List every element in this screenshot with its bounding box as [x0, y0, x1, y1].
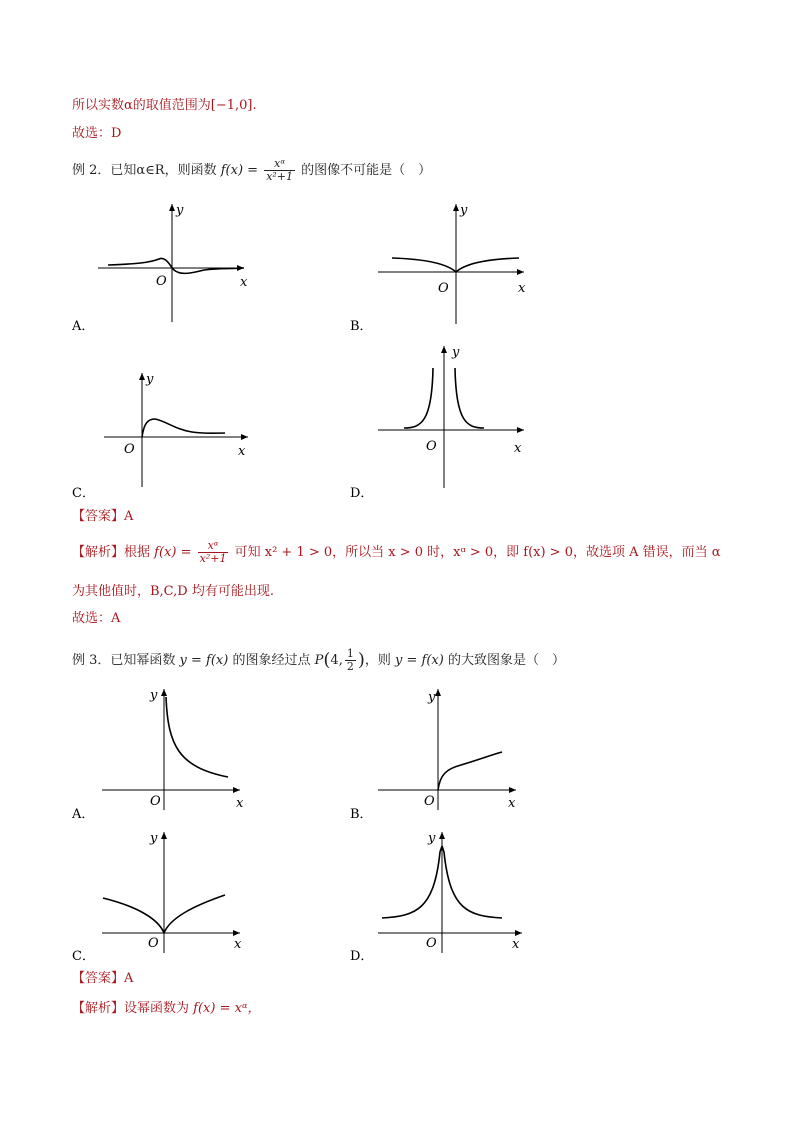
ex3-c-o: O [148, 936, 159, 951]
ex2-num: xᵅ [264, 158, 295, 171]
ex2-graph-c [100, 365, 260, 490]
ex2-option-b[interactable]: B． [350, 319, 373, 334]
ex2-a-x: x [240, 275, 248, 290]
ex3-a-x: x [236, 796, 244, 811]
example-3-question [72, 648, 565, 673]
ex3-graph-a [100, 685, 250, 810]
ex3-paren-close: ) [357, 649, 365, 671]
ex3-option-a[interactable]: A． [72, 807, 95, 822]
ex2-c-o: O [124, 442, 135, 457]
ex3-b-y: y [428, 690, 436, 705]
ex3-d-y: y [428, 831, 436, 846]
analysis-1-t2: 可知 x² + 1 > 0，所以当 x > 0 时，xᵅ > 0，即 f(x) > 0，故选项 A 错误，而当 α [234, 545, 721, 560]
ex3-point-fraction [345, 648, 356, 673]
ex3-graph-d [376, 828, 526, 953]
answer-2 [72, 970, 133, 988]
ex3-y2: y = f(x) [395, 653, 444, 668]
ex3-a-o: O [150, 794, 161, 809]
ex2-den: x²+1 [266, 170, 294, 183]
ex3-c-x: x [234, 937, 242, 952]
ex3-prefix: 例 3．已知幂函数 [72, 653, 176, 668]
ex2-fraction [264, 158, 295, 183]
answer-2-value: A [124, 971, 134, 986]
ex2-b-x: x [518, 281, 526, 296]
ex2-option-c[interactable]: C． [72, 486, 95, 501]
ex2-c-y: y [146, 372, 154, 387]
ex3-option-c[interactable]: C． [72, 949, 95, 964]
ex2-d-y: y [452, 345, 460, 360]
answer-1 [72, 508, 133, 526]
ex3-b-o: O [424, 794, 435, 809]
analysis-2-text: 设幂函数为 [124, 1001, 190, 1016]
ex2-d-x: x [514, 441, 522, 456]
example-2-question [72, 158, 431, 183]
analysis-1-fx: f(x) = [154, 545, 192, 560]
ex2-option-a[interactable]: A． [72, 319, 95, 334]
ex2-b-y: y [460, 203, 468, 218]
answer-1-tag: 【答案】 [72, 509, 125, 524]
ex3-y: y = f(x) [179, 653, 229, 668]
ex3-b-x: x [508, 796, 516, 811]
answer-2-tag: 【答案】 [72, 971, 125, 986]
choose-a: 故选：A [72, 611, 121, 626]
ex2-c-x: x [238, 444, 246, 459]
ex3-paren-open: ( [323, 649, 331, 671]
ex3-d-o: O [426, 936, 437, 951]
ex3-c-y: y [150, 831, 158, 846]
analysis-1-den: x²+1 [199, 552, 227, 565]
analysis-2-fx: f(x) = xᵅ， [193, 1001, 261, 1016]
ex2-b-o: O [438, 281, 449, 296]
analysis-2-tag: 【解析】 [72, 1001, 125, 1016]
ex2-d-o: O [426, 439, 437, 454]
ex3-pden: 2 [346, 660, 354, 673]
ex3-graph-c [100, 828, 250, 953]
analysis-1-fraction [198, 540, 229, 565]
range-conclusion: 所以实数α的取值范围为[−1,0]. [72, 98, 257, 113]
ex3-graph-b [376, 685, 526, 810]
analysis-1-num: xᵅ [198, 540, 229, 553]
ex3-suffix: 的大致图象是（ ） [447, 653, 565, 668]
ex3-pnum: 1 [346, 647, 354, 660]
ex2-a-o: O [156, 274, 167, 289]
analysis-1 [72, 540, 721, 565]
ex3-pa: 4, [330, 653, 343, 668]
ex3-option-b[interactable]: B． [350, 807, 373, 822]
ex2-a-y: y [176, 203, 184, 218]
ex3-d-x: x [512, 937, 520, 952]
ex3-p: P [314, 653, 324, 668]
ex2-graph-d [376, 340, 536, 490]
ex3-a-y: y [150, 688, 158, 703]
ex2-prefix: 例 2．已知α∈R，则函数 [72, 163, 217, 178]
analysis-1-tag: 【解析】 [72, 545, 125, 560]
ex2-fx: f(x) = [220, 163, 259, 178]
ex2-option-d[interactable]: D． [350, 486, 374, 501]
ex3-option-d[interactable]: D． [350, 949, 374, 964]
choose-d: 故选：D [72, 126, 122, 141]
analysis-2 [72, 1000, 260, 1018]
answer-1-value: A [124, 509, 134, 524]
analysis-1-line-2: 为其他值时，B,C,D 均有可能出现. [72, 584, 274, 599]
analysis-1-t1: 根据 [124, 545, 151, 560]
ex2-graph-a [94, 200, 264, 325]
ex3-mid2: ，则 [364, 653, 391, 668]
ex2-suffix: 的图像不可能是（ ） [301, 163, 432, 178]
ex2-graph-b [374, 200, 534, 325]
ex3-mid: 的图象经过点 [232, 653, 311, 668]
